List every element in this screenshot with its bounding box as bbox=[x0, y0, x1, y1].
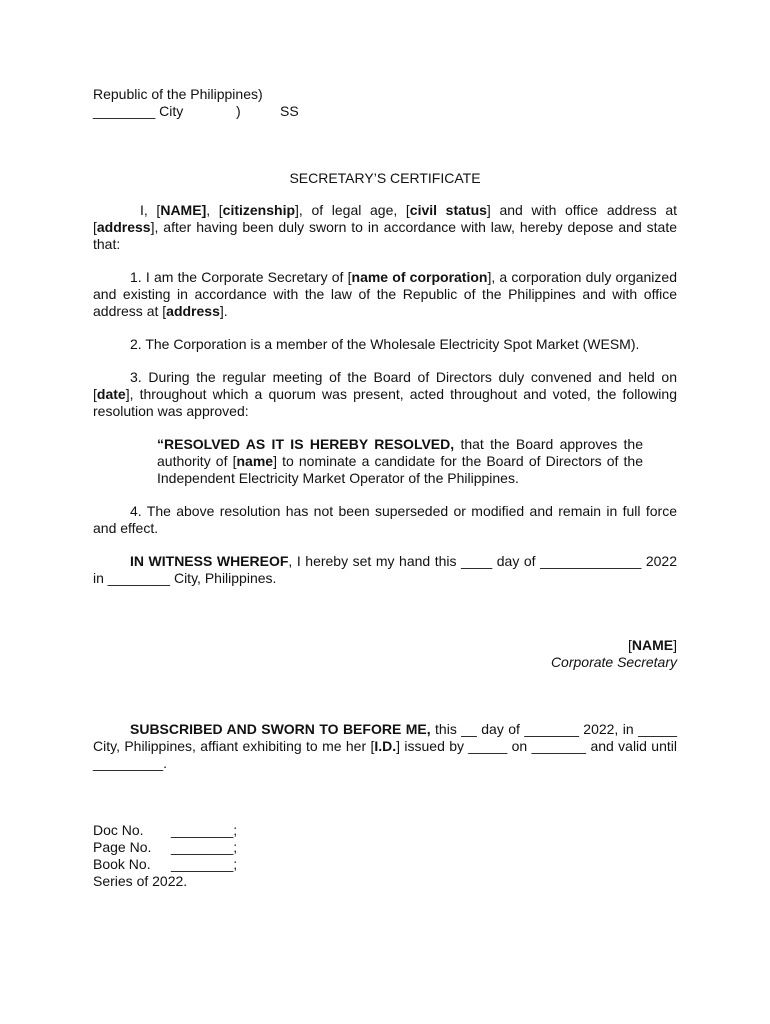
venue-block bbox=[93, 86, 677, 120]
certificate-page bbox=[93, 86, 677, 890]
series-entry: Series of 2022. bbox=[93, 873, 188, 889]
item-2: 2. The Corporation is a member of the Wholesale Electricity Spot Market (WESM). bbox=[130, 336, 640, 352]
intro-paragraph: I, [NAME], [citizenship], of legal age, [civil status] and with office address at [address], after having been duly sworn to in accordance with law, hereby depose and state that: bbox=[93, 202, 677, 252]
document-title: SECRETARY’S CERTIFICATE bbox=[289, 170, 481, 186]
notarial-register bbox=[93, 822, 677, 890]
jurat-paragraph: SUBSCRIBED AND SWORN TO BEFORE ME, this __ day of _______ 2022, in _____ City, Philippines, affiant exhibiting to me her [I.D.] issued by _____ on _______ and valid until _________. bbox=[93, 721, 678, 771]
witness-paragraph: IN WITNESS WHEREOF, I hereby set my hand this ____ day of _____________ 2022 in ________ City, Philippines. bbox=[93, 553, 677, 586]
page-entry: Page No. ________; bbox=[93, 839, 238, 855]
item-1: 1. I am the Corporate Secretary of [name of corporation], a corporation duly organized and existing in accordance with the law of the Republic of the Philippines and with office address at [address]. bbox=[93, 269, 677, 319]
venue-city: ________ City bbox=[93, 103, 184, 119]
venue-paren: ) bbox=[236, 103, 241, 119]
item-4: 4. The above resolution has not been superseded or modified and remain in full force and effect. bbox=[93, 503, 677, 536]
venue-country: Republic of the Philippines) bbox=[93, 86, 263, 102]
resolution-block: “RESOLVED AS IT IS HEREBY RESOLVED, that the Board approves the authority of [name] to nominate a candidate for the Board of Directors of the Independent Electricity Market Operator of the Philippines. bbox=[157, 436, 643, 486]
book-entry: Book No. ________; bbox=[93, 856, 238, 872]
signatory-role: Corporate Secretary bbox=[550, 654, 677, 670]
venue-ss: SS bbox=[280, 103, 299, 119]
signature-block: [NAME] Corporate Secretary bbox=[93, 637, 677, 671]
item-3: 3. During the regular meeting of the Board of Directors duly convened and held on [date], throughout which a quorum was present, acted throughout and voted, the following resolution was approved: bbox=[93, 369, 677, 419]
doc-entry: Doc No. ________; bbox=[93, 822, 238, 838]
signatory-name: NAME bbox=[631, 637, 674, 653]
